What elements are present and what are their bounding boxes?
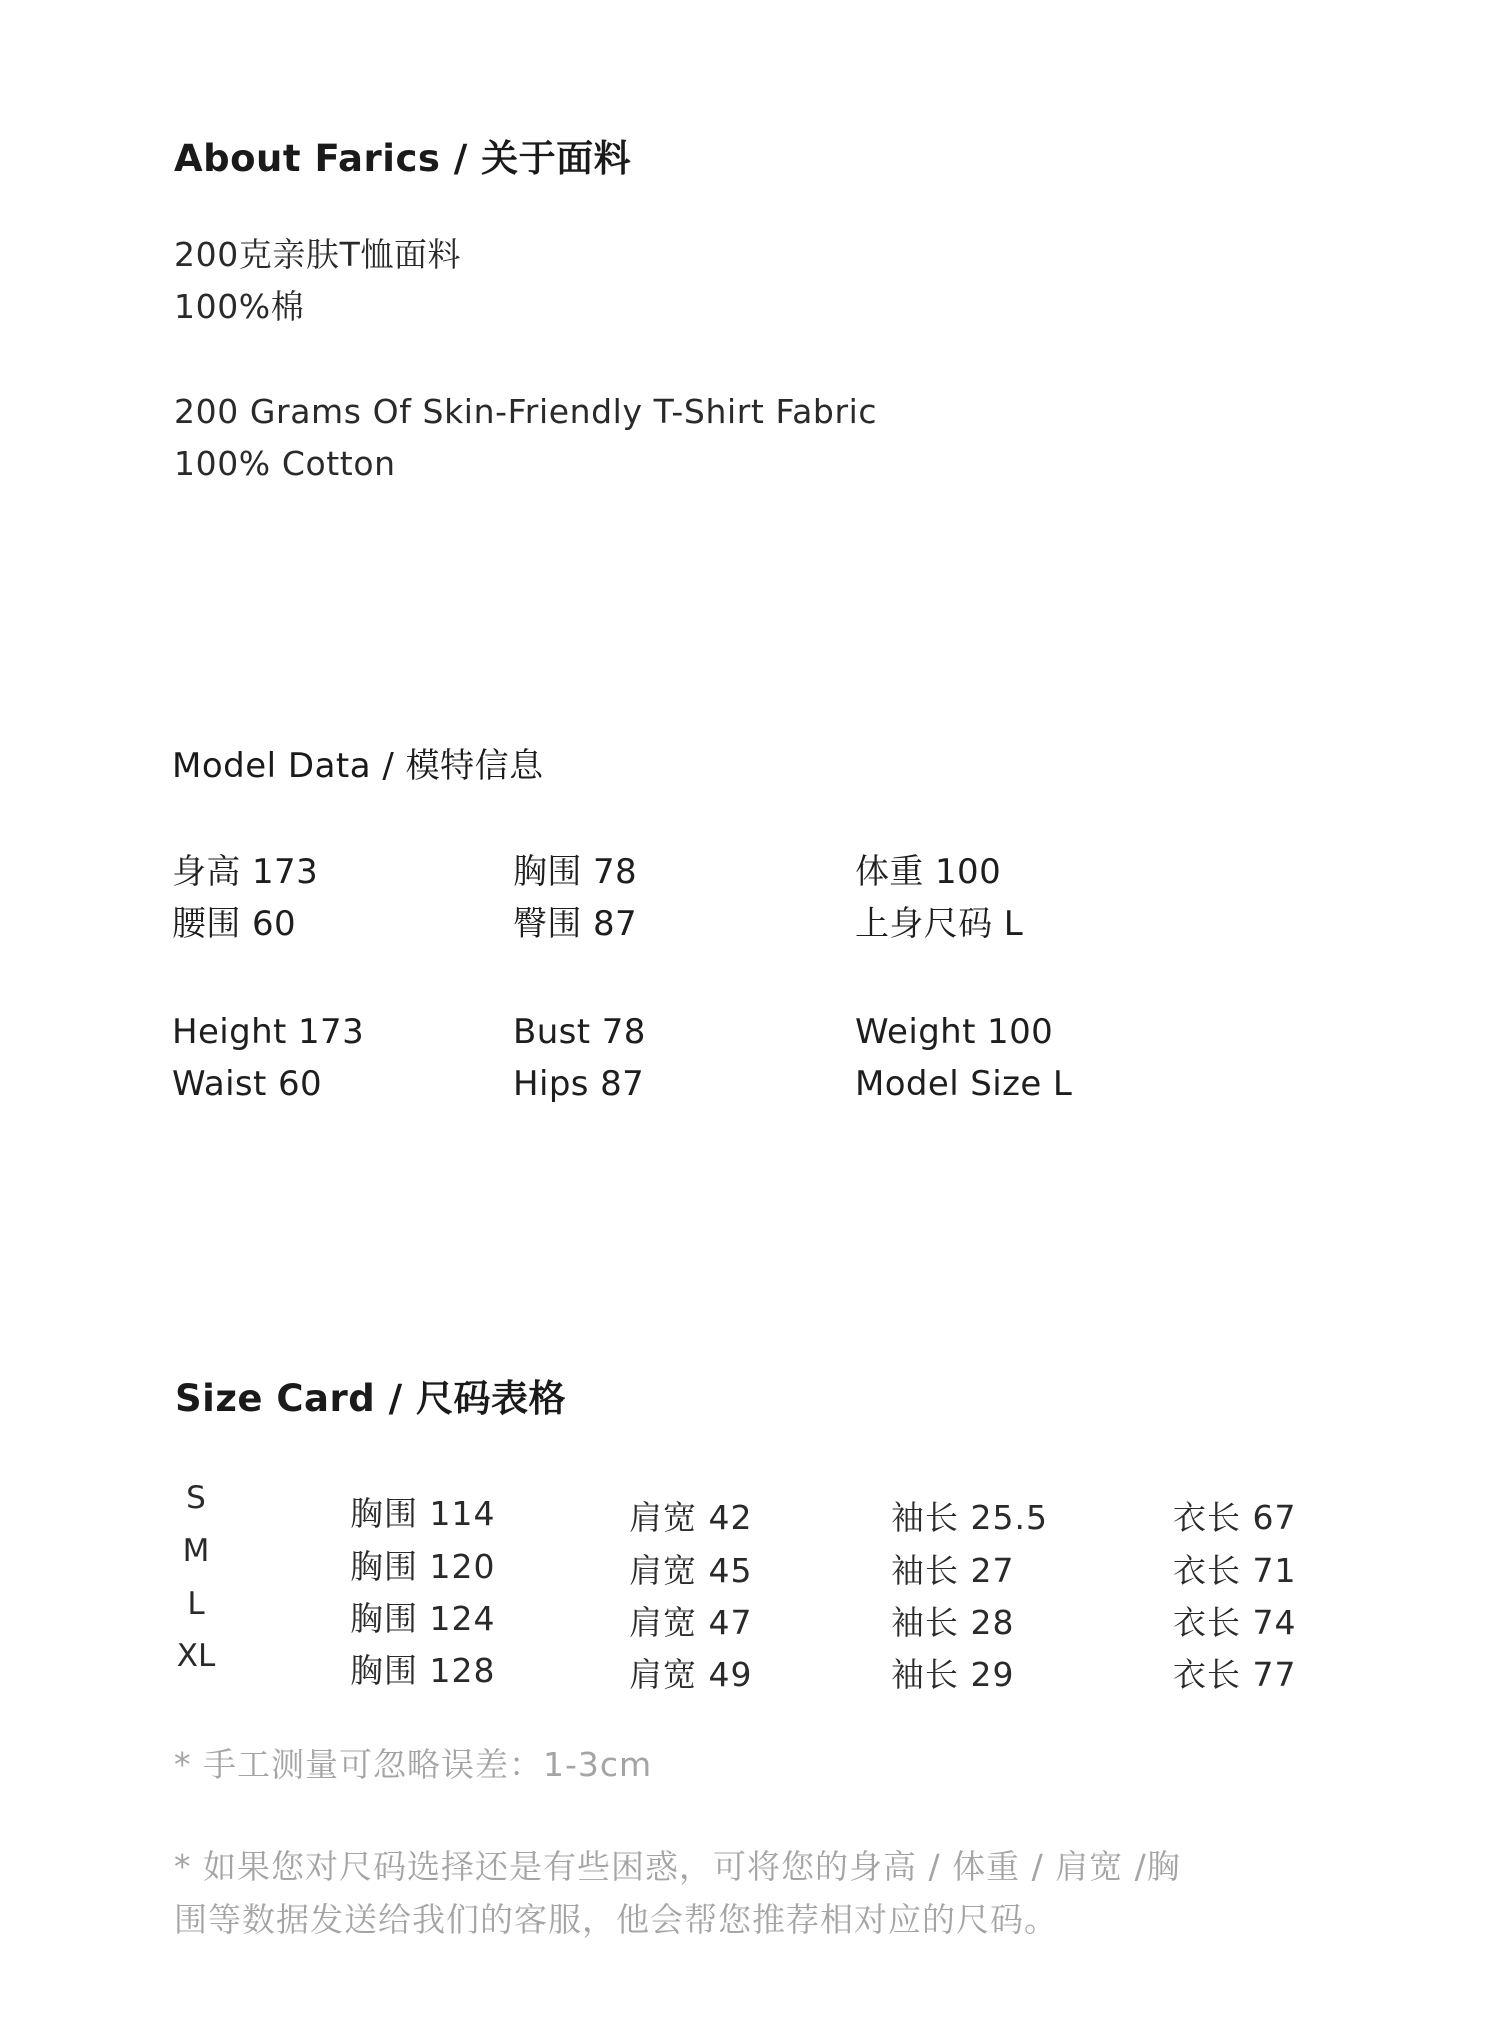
size-label: XL (176, 1638, 216, 1674)
fabrics-title: About Farics / 关于面料 (174, 137, 632, 180)
fabrics-line: 100%棉 (174, 287, 305, 326)
size-sleeve: 袖长 28 (891, 1603, 1015, 1642)
size-label: M (182, 1533, 210, 1569)
model-hips-en: Hips 87 (513, 1064, 645, 1104)
size-chest: 胸围 124 (350, 1599, 496, 1638)
size-length: 衣长 67 (1173, 1498, 1297, 1537)
size-help-line: 围等数据发送给我们的客服，他会帮您推荐相对应的尺码。 (174, 1900, 1058, 1939)
size-length: 衣长 71 (1173, 1551, 1297, 1590)
size-chest: 胸围 128 (350, 1651, 496, 1690)
size-label: L (187, 1586, 205, 1622)
model-waist-en: Waist 60 (172, 1064, 323, 1104)
size-help-note (174, 1840, 1181, 1946)
fabrics-line: 200克亲肤T恤面料 (174, 235, 462, 274)
model-hips-cn: 臀围 87 (513, 904, 638, 944)
model-title: Model Data / 模特信息 (172, 746, 544, 786)
size-shoulder: 肩宽 45 (629, 1551, 753, 1590)
size-chest: 胸围 120 (350, 1547, 496, 1586)
size-sleeve: 袖长 25.5 (891, 1498, 1048, 1537)
size-length: 衣长 74 (1173, 1603, 1297, 1642)
model-bust-cn: 胸围 78 (513, 852, 638, 892)
fabrics-line: 100% Cotton (174, 444, 396, 483)
size-shoulder: 肩宽 42 (629, 1498, 753, 1537)
fabrics-description-cn (174, 229, 461, 333)
model-weight-cn: 体重 100 (855, 852, 1002, 892)
model-height-cn: 身高 173 (172, 852, 319, 892)
size-label: S (186, 1480, 206, 1516)
size-shoulder: 肩宽 47 (629, 1603, 753, 1642)
model-weight-en: Weight 100 (855, 1012, 1054, 1052)
model-size-en: Model Size L (855, 1064, 1073, 1104)
size-sleeve: 袖长 29 (891, 1655, 1015, 1694)
model-waist-cn: 腰围 60 (172, 904, 297, 944)
size-length: 衣长 77 (1173, 1655, 1297, 1694)
model-size-cn: 上身尺码 L (855, 904, 1024, 944)
size-card-title: Size Card / 尺码表格 (175, 1377, 566, 1420)
measurement-note: * 手工测量可忽略误差：1-3cm (174, 1745, 653, 1784)
model-height-en: Height 173 (172, 1012, 365, 1052)
size-shoulder: 肩宽 49 (629, 1655, 753, 1694)
fabrics-line: 200 Grams Of Skin-Friendly T-Shirt Fabric (174, 392, 878, 431)
model-bust-en: Bust 78 (513, 1012, 646, 1052)
fabrics-description-en (174, 386, 877, 490)
size-sleeve: 袖长 27 (891, 1551, 1015, 1590)
size-help-line: * 如果您对尺码选择还是有些困惑，可将您的身高 / 体重 / 肩宽 /胸 (174, 1847, 1181, 1886)
size-chest: 胸围 114 (350, 1494, 496, 1533)
